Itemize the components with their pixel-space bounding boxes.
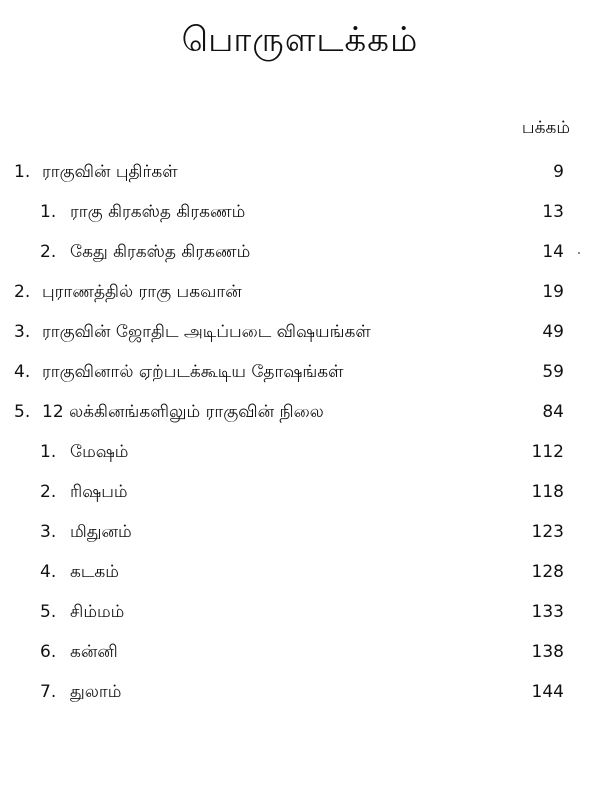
toc-entry-page: 133 xyxy=(531,602,564,622)
scan-speck xyxy=(578,252,580,254)
toc-entry-number: 1. xyxy=(14,162,31,182)
toc-entry-number: 4. xyxy=(40,562,57,582)
toc-entry-page: 9 xyxy=(553,162,564,182)
toc-entry-title: ராகுவின் ஜோதிட அடிப்படை விஷயங்கள் xyxy=(42,322,371,342)
page-column-header: பக்கம் xyxy=(521,118,570,138)
toc-entry-page: 14 xyxy=(542,242,564,262)
toc-entry xyxy=(0,597,600,627)
toc-entry xyxy=(0,437,600,467)
toc-entry-page: 128 xyxy=(531,562,564,582)
toc-entry-title: ரிஷபம் xyxy=(70,482,128,502)
toc-entry-number: 4. xyxy=(14,362,31,382)
toc-entry-page: 13 xyxy=(542,202,564,222)
toc-entry-page: 59 xyxy=(542,362,564,382)
toc-entry-number: 1. xyxy=(40,442,57,462)
toc-entry-page: 84 xyxy=(542,402,564,422)
toc-entry-title: மிதுனம் xyxy=(70,522,132,542)
page-title: பொருளடக்கம் xyxy=(181,20,419,60)
toc-entry-page: 112 xyxy=(531,442,564,462)
toc-entry-title: துலாம் xyxy=(70,682,122,702)
toc-entry-page: 49 xyxy=(542,322,564,342)
toc-entry-page: 138 xyxy=(531,642,564,662)
toc-entry xyxy=(0,317,600,347)
toc-entry-title: ராகு கிரகஸ்த கிரகணம் xyxy=(70,202,246,222)
toc-entry-page: 118 xyxy=(531,482,564,502)
toc-entry-number: 3. xyxy=(14,322,31,342)
toc-entry xyxy=(0,517,600,547)
toc-entry-page: 123 xyxy=(531,522,564,542)
toc-entry-number: 5. xyxy=(14,402,31,422)
toc-entry xyxy=(0,357,600,387)
toc-entry-title: 12 லக்கினங்களிலும் ராகுவின் நிலை xyxy=(42,402,324,422)
toc-entry-number: 7. xyxy=(40,682,57,702)
toc-entry xyxy=(0,557,600,587)
toc-entry xyxy=(0,677,600,707)
toc-entry xyxy=(0,477,600,507)
toc-entry xyxy=(0,277,600,307)
toc-entry xyxy=(0,157,600,187)
toc-entry-number: 6. xyxy=(40,642,57,662)
toc-entry-title: கடகம் xyxy=(70,562,119,582)
toc-entry-title: மேஷம் xyxy=(70,442,129,462)
toc-entry-number: 2. xyxy=(40,482,57,502)
toc-entry-number: 1. xyxy=(40,202,57,222)
toc-entry-title: புராணத்தில் ராகு பகவான் xyxy=(42,282,242,302)
toc-entry-title: சிம்மம் xyxy=(70,602,125,622)
toc-entry-title: கேது கிரகஸ்த கிரகணம் xyxy=(70,242,251,262)
toc-entry-title: ராகுவினால் ஏற்படக்கூடிய தோஷங்கள் xyxy=(42,362,344,382)
toc-entry xyxy=(0,197,600,227)
toc-entry-page: 19 xyxy=(542,282,564,302)
toc-entry xyxy=(0,237,600,267)
toc-entry-number: 3. xyxy=(40,522,57,542)
toc-entry-number: 2. xyxy=(40,242,57,262)
toc-entry xyxy=(0,397,600,427)
toc-entry-title: கன்னி xyxy=(70,642,118,662)
toc-entry-number: 2. xyxy=(14,282,31,302)
toc-entry-number: 5. xyxy=(40,602,57,622)
toc-entry-title: ராகுவின் புதிர்கள் xyxy=(42,162,178,182)
toc-entry-page: 144 xyxy=(531,682,564,702)
toc-entry xyxy=(0,637,600,667)
